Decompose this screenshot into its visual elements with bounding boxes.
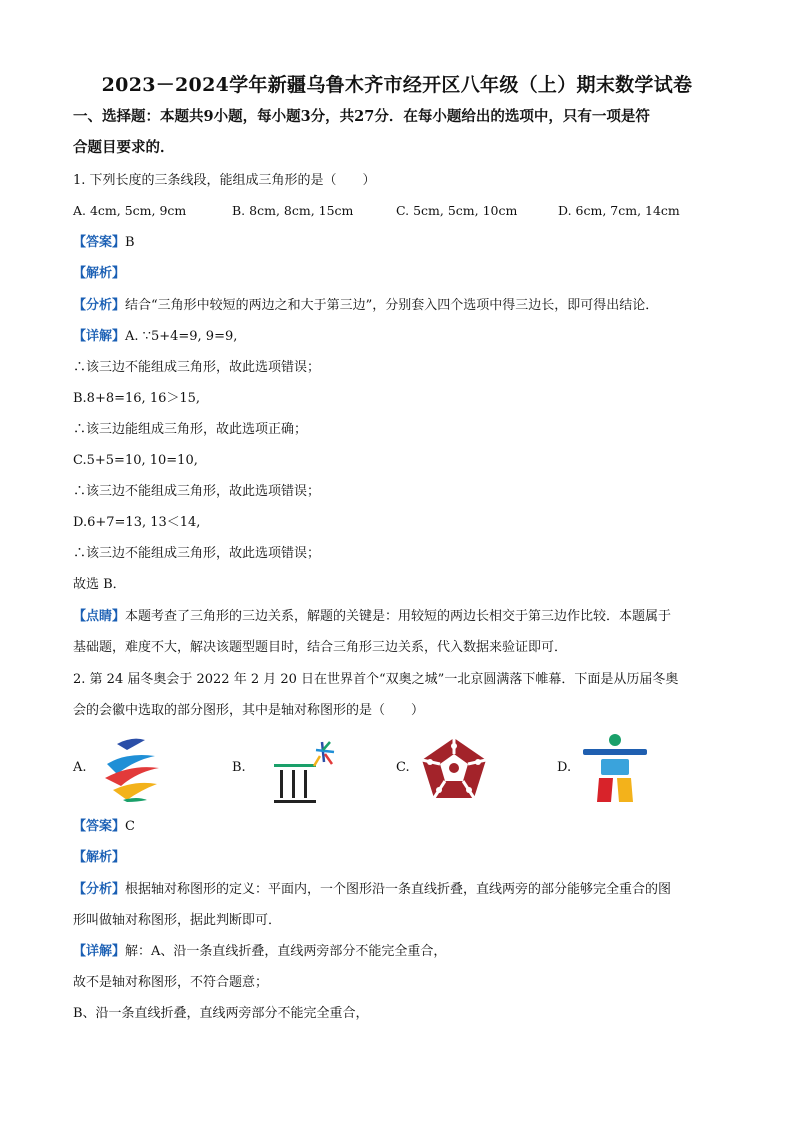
question-1-detail-6: D.6+7=13, 13＜14, xyxy=(73,515,201,530)
option-a: A. 4cm, 5cm, 9cm xyxy=(73,203,187,218)
question-2-fenxi-line1 xyxy=(73,881,733,899)
fenxi-tag: 【分析】 xyxy=(73,298,126,313)
question-1-detail-7: ∴该三边不能组成三角形，故此选项错误； xyxy=(73,546,321,561)
section-heading-line1: 一、选择题：本题共9小题，每小题3分，共27分．在每小题给出的选项中，只有一项是符 xyxy=(73,108,650,125)
question-2-option-c xyxy=(396,730,506,810)
question-2-fenxi-line2: 形叫做轴对称图形，据此判断即可． xyxy=(73,913,282,928)
page-title: 2023－2024学年新疆乌鲁木齐市经开区八年级（上）期末数学试卷 xyxy=(101,74,693,96)
emblem-d-inukshuk-image xyxy=(579,732,651,804)
question-1-dianjing-line1 xyxy=(73,608,733,626)
option-a-label: A. xyxy=(73,760,87,775)
question-1-detail-1: ∴该三边不能组成三角形，故此选项错误； xyxy=(73,360,321,375)
question-2-stem-line1: 2. 第 24 届冬奥会于 2022 年 2 月 20 日在世界首个“双奥之城”一北京圆满落下帷幕．下面是从历届冬奥 xyxy=(73,672,679,687)
detail-line: A. ∵5+4=9, 9=9, xyxy=(125,329,238,344)
xiangjie-tag: 【详解】 xyxy=(73,944,126,959)
question-2-option-b xyxy=(232,730,372,810)
question-1-stem: 1. 下列长度的三条线段，能组成三角形的是（ ） xyxy=(73,173,376,188)
question-2-detail-line3: B、沿一条直线折叠，直线两旁部分不能完全重合， xyxy=(73,1006,369,1021)
option-c-label: C. xyxy=(396,760,410,775)
question-1-detail-8: 故选 B． xyxy=(73,577,126,592)
dianjing-tag: 【点睛】 xyxy=(73,609,126,624)
option-d: D. 6cm, 7cm, 14cm xyxy=(558,203,680,218)
question-1-fenxi xyxy=(73,297,733,315)
question-1-analysis xyxy=(73,265,733,283)
detail-text: 解：A、沿一条直线折叠，直线两旁部分不能完全重合， xyxy=(125,944,447,959)
fenxi-tag: 【分析】 xyxy=(73,882,126,897)
question-2-stem-line2: 会的会徽中选取的部分图形，其中是轴对称图形的是（ ） xyxy=(73,703,425,718)
option-c: C. 5cm, 5cm, 10cm xyxy=(396,203,518,218)
question-2-detail-line2: 故不是轴对称图形，不符合题意； xyxy=(73,975,269,990)
answer-tag: 【答案】 xyxy=(73,819,126,834)
question-1-detail-5: ∴该三边不能组成三角形，故此选项错误； xyxy=(73,484,321,499)
question-1-detail-0 xyxy=(73,328,733,346)
answer-tag: 【答案】 xyxy=(73,235,126,250)
fenxi-text: 根据轴对称图形的定义：平面内，一个图形沿一条直线折叠，直线两旁的部分能够完全重合的图 xyxy=(125,882,672,897)
question-1-detail-4: C.5+5=10, 10=10, xyxy=(73,453,198,468)
question-1-dianjing-line2: 基础题，难度不大，解决该题型题目时，结合三角形三边关系，代入数据来验证即可． xyxy=(73,640,568,655)
answer-value: B xyxy=(125,235,135,250)
question-1-detail-3: ∴该三边能组成三角形，故此选项正确； xyxy=(73,422,308,437)
fenxi-text: 结合“三角形中较短的两边之和大于第三边”，分别套入四个选项中得三边长，即可得出结论． xyxy=(125,298,659,313)
xiangjie-tag: 【详解】 xyxy=(73,329,126,344)
section-heading-line2: 合题目要求的． xyxy=(73,139,175,156)
dianjing-text: 本题考查了三角形的三边关系，解题的关键是：用较短的两边长相交于第三边作比较．本题属于 xyxy=(125,609,672,624)
emblem-b-torino-image xyxy=(270,736,360,806)
question-2-option-d xyxy=(557,730,667,810)
question-1-answer xyxy=(73,234,733,252)
question-2-answer xyxy=(73,818,733,836)
question-2-analysis xyxy=(73,849,733,867)
option-b: B. 8cm, 8cm, 15cm xyxy=(232,203,354,218)
emblem-c-snowflake-image xyxy=(418,734,490,804)
analysis-tag: 【解析】 xyxy=(73,266,126,281)
answer-value: C xyxy=(125,819,135,834)
question-2-option-a xyxy=(73,730,173,810)
question-2-detail-line1 xyxy=(73,943,733,961)
analysis-tag: 【解析】 xyxy=(73,850,126,865)
emblem-a-ribbon-image xyxy=(97,734,167,804)
question-1-detail-2: B.8+8=16, 16＞15, xyxy=(73,391,201,406)
option-b-label: B. xyxy=(232,760,246,775)
option-d-label: D. xyxy=(557,760,572,775)
